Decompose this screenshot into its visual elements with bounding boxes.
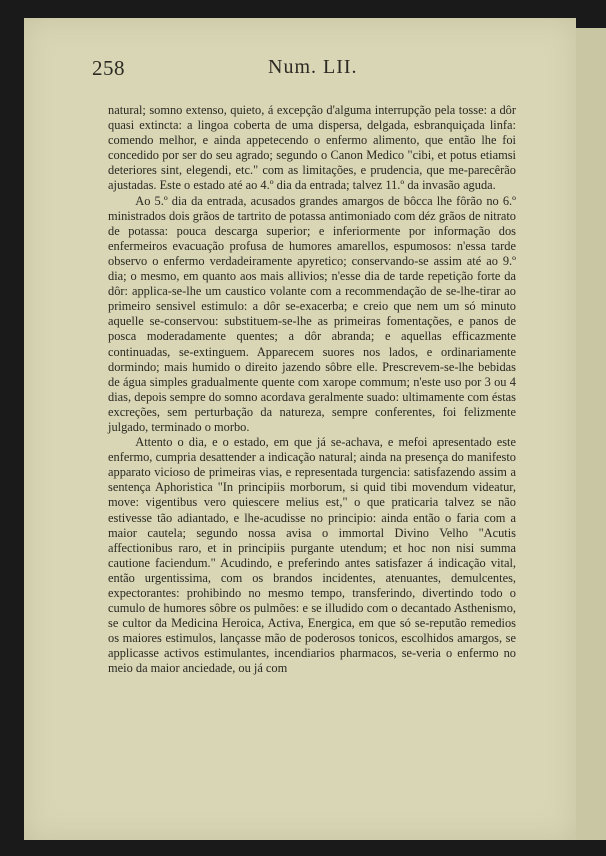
page-number: 258	[92, 56, 125, 80]
page-header	[92, 56, 522, 86]
facing-page-edge	[575, 28, 606, 840]
paragraph: Attento o dia, e o estado, em que já se-achava, e mefoi apresentado este enfermo, cumpria desattender a indicação natural; ainda na presença do manifesto apparato vicioso de primeiras vias, e representada turgencia: satisfazendo assim a sentença Aphoristica "In principiis morborum, si quid tibi movendum videatur, move: vigentibus vero quiescere melius est," o que praticaria talvez se não estivesse tão adiantado, e lhe-acudisse no principio: ainda então o faria com a maior cautela; segundo nossa avisa o immortal Divino Velho "Acutis affectionibus raro, et in principiis purgante utendum; et hoc non nisi summa cautione faciendum." Acudindo, e preferindo antes satisfazer á indicação vital, então urgentissima, com os brandos incidentes, atenuantes, demulcentes, expectorantes: prohibindo no mesmo tempo, transferindo, divertindo todo o cumulo de humores sôbre os pulmões: e se illudido com o decantado Asthenismo, se cultor da Medicina Heroica, Activa, Energica, em que só se-reputão remedios os maiores estimulos, lançasse mão de poderosos tonicos, escolhidos amargos, se applicasse activos estimulantes, incendiarios pharmacos, se-veria o enfermo no meio da maior anciedade, ou já com	[108, 435, 516, 676]
paragraph: natural; somno extenso, quieto, á excepção d'alguma interrupção pela tosse: a dôr quasi extincta: a lingoa coberta de uma dispersa, delgada, esbranquiçada linfa: comendo melhor, e ainda appetecendo o enfermo alimento, que então lhe foi concedido por ser do seu agrado; segundo o Canon Medico "cibi, et potus etiamsi deteriores sint, elegendi, etc." com as limitações, e prudencia, que me-parecêrão ajustadas. Este o estado até ao 4.º dia da entrada; talvez 11.º da invasão aguda.	[108, 103, 516, 193]
paragraph: Ao 5.º dia da entrada, acusados grandes amargos de bôcca lhe fôrão no 6.º ministrados dois grãos de tartrito de potassa antimoniado com déz grãos de nitrato de potassa: pouca descarga superior; e inferiormente por informação dos enfermeiros evacuação profusa de humores amarellos, espumosos: n'essa tarde observo o enfermo verdadeiramente apyretico; conservando-se assim até ao 9.º dia; o mesmo, em quanto aos mais allivios; n'esse dia de tarde repetição forte da dôr: applica-se-lhe um caustico volante com a recommendação de se-lhe-tirar ao primeiro sensivel estimulo: a dôr se-exacerba; e creio que nem um só minuto aquelle se-conservou: substituem-se-lhe as primeiras fomentações, e panos de posca moderadamente quentes; a dôr abranda; e aquellas efficazmente continuadas, se-extinguem. Apparecem suores nos lados, e ordinariamente dormindo; mais humido o direito jazendo sôbre elle. Prescrevem-se-lhe bebidas de água simples gradualmente quente com xarope commum; n'este uso por 3 ou 4 dias, depois sempre do somno acordava geralmente suado: ultimamente com éstas excreções, sem perturbação da natureza, sempre conferentes, foi felizmente julgado, terminado o morbo.	[108, 193, 516, 434]
running-head: Num. LII.	[268, 56, 358, 78]
body-text	[108, 103, 516, 677]
